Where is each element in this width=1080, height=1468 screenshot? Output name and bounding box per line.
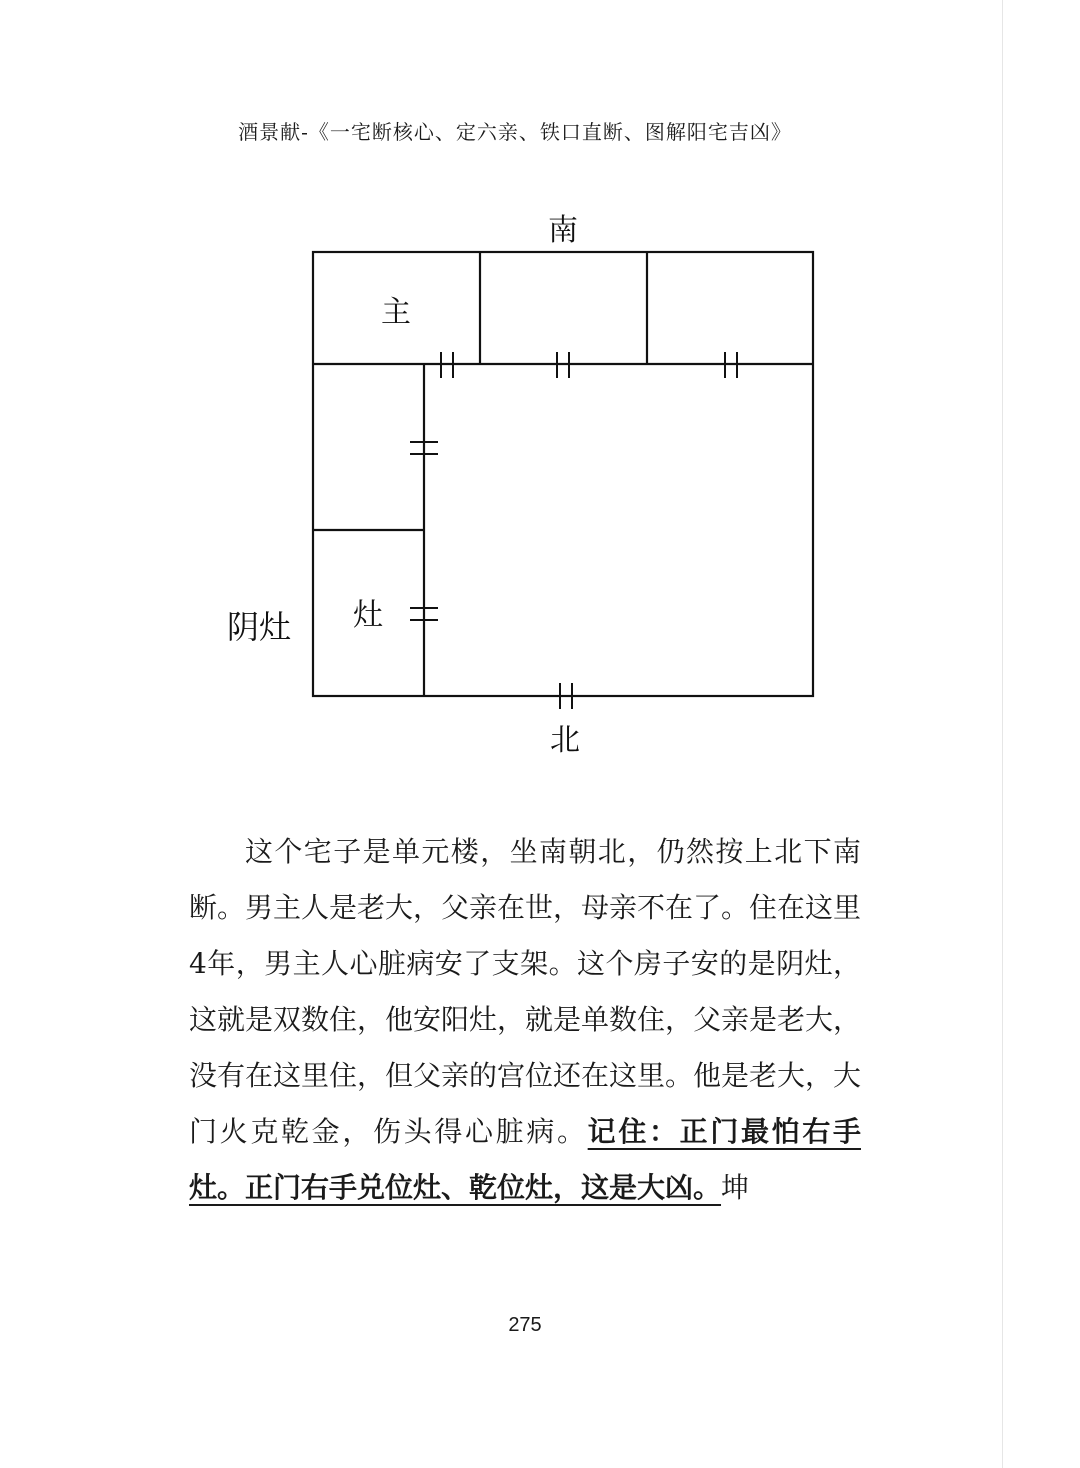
label-south: 南 [548, 213, 578, 248]
body-text-plain: 这个宅子是单元楼，坐南朝北，仍然按上北下南断。男主人是老大，父亲在世，母亲不在了。住在这里4年，男主人心脏病安了支架。这个房子安的是阴灶，这就是双数住，他安阳灶，就是单数住，父亲是老大，没有在这里住，但父亲的宫位还在这里。他是老大，大门火克乾金，伤头得心脏病。 [189, 835, 862, 1148]
page-number: 275 [508, 1314, 542, 1336]
label-north: 北 [550, 723, 580, 758]
body-text-emphasis: 记住：正门最怕右手灶。正门右手兑位灶、乾位灶，这是大凶。 [189, 1115, 861, 1204]
room-master-label: 主 [381, 295, 411, 330]
door-marks [410, 352, 737, 709]
label-yin-stove: 阴灶 [226, 608, 292, 646]
body-paragraph [189, 824, 861, 1216]
room-stove-label: 灶 [353, 598, 383, 633]
running-header: 酒景献-《一宅断核心、定六亲、铁口直断、图解阳宅吉凶》 [238, 120, 792, 144]
body-text-tail: 坤 [721, 1171, 750, 1204]
